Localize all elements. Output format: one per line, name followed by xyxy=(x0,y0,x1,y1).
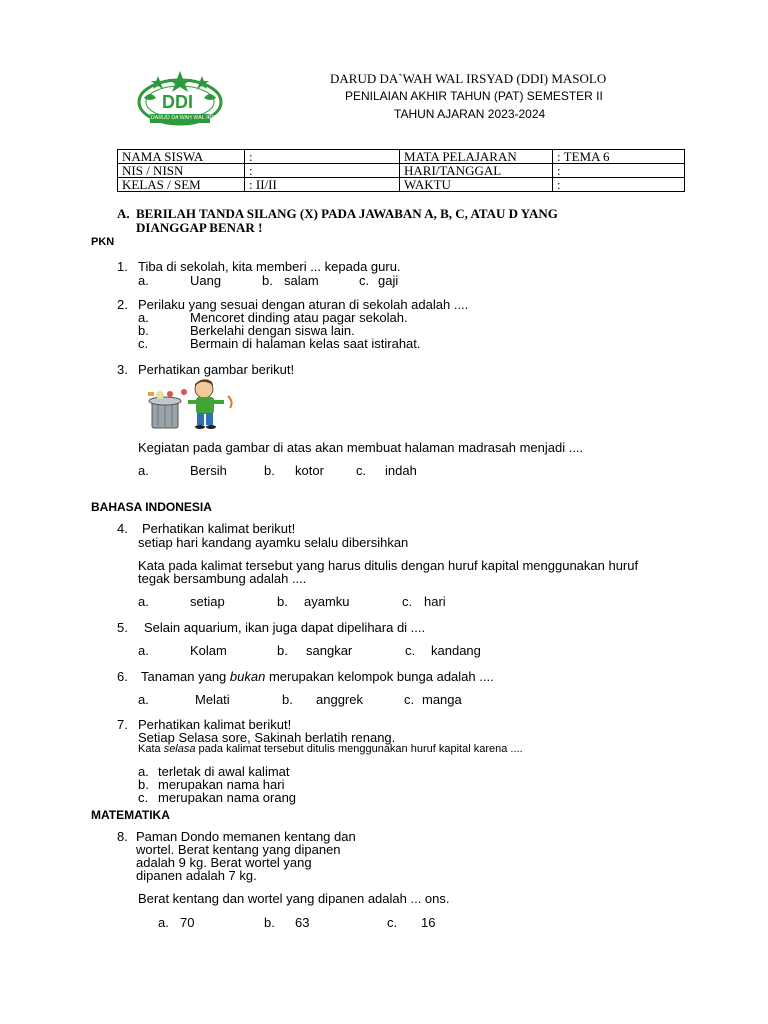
q7-prompt-post: pada kalimat tersebut ditulis menggunakan huruf kapital karena .... xyxy=(195,743,523,755)
q8-prompt: Berat kentang dan wortel yang dipanen adalah ... ons. xyxy=(138,891,450,906)
q8-line-4: dipanen adalah 7 kg. xyxy=(136,868,257,883)
q6-option-b-label: b. xyxy=(282,692,293,707)
q7-prompt xyxy=(138,744,523,755)
section-bahasa-indonesia: BAHASA INDONESIA xyxy=(91,500,212,514)
q8-line-1: Paman Dondo memanen kentang dan xyxy=(136,829,356,844)
q8-option-c-label: c. xyxy=(387,915,398,930)
instruction-line-2: DIANGGAP BENAR ! xyxy=(136,220,263,235)
q4-number: 4. xyxy=(117,521,128,536)
q7-text: Perhatikan kalimat berikut! xyxy=(138,717,292,732)
q7-option-c: merupakan nama orang xyxy=(158,790,297,805)
q7-option-c-label: c. xyxy=(138,790,149,805)
q3-option-a-label: a. xyxy=(138,463,149,478)
q7-option-b-label: b. xyxy=(138,777,149,792)
logo-ring-text: DARUD DA'WAH WAL IRSYAD xyxy=(151,115,226,121)
q4-option-b-label: b. xyxy=(277,594,288,609)
q8-line-2: wortel. Berat kentang yang dipanen xyxy=(136,842,341,857)
table-cell: : TEMA 6 xyxy=(553,150,685,164)
q5-option-a-label: a. xyxy=(138,643,149,658)
q4-prompt-line-2: tegak bersambung adalah .... xyxy=(138,571,307,586)
table-cell: NIS / NISN xyxy=(118,164,245,178)
q4-option-c: hari xyxy=(424,594,446,609)
table-row xyxy=(118,178,685,192)
table-cell: MATA PELAJARAN xyxy=(400,150,553,164)
section-matematika: MATEMATIKA xyxy=(91,808,170,822)
q4-option-a: setiap xyxy=(190,594,225,609)
table-cell: WAKTU xyxy=(400,178,553,192)
q7-quote: Setiap Selasa sore, Sakinah berlatih renang. xyxy=(138,730,396,745)
boy-littering-illustration xyxy=(140,378,248,430)
q2-option-c-label: c. xyxy=(138,336,149,351)
q6-option-a-label: a. xyxy=(138,692,149,707)
q5-number: 5. xyxy=(117,620,128,635)
q2-option-b-label: b. xyxy=(138,323,149,338)
q1-option-a: Uang xyxy=(190,273,222,288)
q6-option-b: anggrek xyxy=(316,692,363,707)
logo-main-text: DDI xyxy=(162,92,193,112)
ddi-logo xyxy=(136,68,224,130)
q3-option-c-label: c. xyxy=(356,463,367,478)
q1-option-b-label: b. xyxy=(262,273,273,288)
q7-option-b: merupakan nama hari xyxy=(158,777,285,792)
q7-prompt-pre: Kata xyxy=(138,743,164,755)
q2-option-a: Mencoret dinding atau pagar sekolah. xyxy=(190,310,408,325)
q6-number: 6. xyxy=(117,669,128,684)
q6-text-pre: Tanaman yang xyxy=(141,669,230,684)
table-cell: : II/II xyxy=(245,178,400,192)
q8-option-a: 70 xyxy=(180,915,195,930)
q6-option-c-label: c. xyxy=(404,692,415,707)
q1-option-c-label: c. xyxy=(359,273,370,288)
q1-text: Tiba di sekolah, kita memberi ... kepada guru. xyxy=(138,259,401,274)
table-cell: : xyxy=(245,164,400,178)
q7-number: 7. xyxy=(117,717,128,732)
q4-quote: setiap hari kandang ayamku selalu dibersihkan xyxy=(138,535,409,550)
table-cell: NAMA SISWA xyxy=(118,150,245,164)
instruction-line-1: BERILAH TANDA SILANG (X) PADA JAWABAN A, B, C, ATAU D YANG xyxy=(136,206,558,221)
academic-year: TAHUN AJARAN 2023-2024 xyxy=(394,107,546,121)
q4-option-a-label: a. xyxy=(138,594,149,609)
q4-prompt-line-1: Kata pada kalimat tersebut yang harus ditulis dengan huruf kapital menggunakan huruf xyxy=(138,558,639,573)
q8-number: 8. xyxy=(117,829,128,844)
q8-option-b-label: b. xyxy=(264,915,275,930)
q6-text-emphasis: bukan xyxy=(229,669,266,684)
q1-number: 1. xyxy=(117,259,128,274)
q3-option-b-label: b. xyxy=(264,463,275,478)
q3-prompt: Kegiatan pada gambar di atas akan membuat halaman madrasah menjadi .... xyxy=(138,440,584,455)
q5-option-c-label: c. xyxy=(405,643,416,658)
q3-option-b: kotor xyxy=(295,463,324,478)
q7-prompt-emphasis: selasa xyxy=(163,743,196,755)
q4-text: Perhatikan kalimat berikut! xyxy=(142,521,296,536)
q4-option-c-label: c. xyxy=(402,594,413,609)
q5-text: Selain aquarium, ikan juga dapat dipelihara di .... xyxy=(144,620,426,635)
q6-option-a: Melati xyxy=(195,692,230,707)
q7-option-a: terletak di awal kalimat xyxy=(158,764,290,779)
table-cell: : xyxy=(553,164,685,178)
student-info-table xyxy=(117,149,685,192)
q2-number: 2. xyxy=(117,297,128,312)
q2-text: Perilaku yang sesuai dengan aturan di sekolah adalah .... xyxy=(138,297,469,312)
q3-option-a: Bersih xyxy=(190,463,227,478)
q5-option-a: Kolam xyxy=(190,643,227,658)
q1-option-a-label: a. xyxy=(138,273,149,288)
q6-option-c: manga xyxy=(422,692,462,707)
q3-option-c: indah xyxy=(385,463,417,478)
q3-number: 3. xyxy=(117,362,128,377)
q4-option-b: ayamku xyxy=(304,594,350,609)
q5-option-c: kandang xyxy=(431,643,481,658)
table-cell: HARI/TANGGAL xyxy=(400,164,553,178)
table-cell: : xyxy=(245,150,400,164)
q2-option-b: Berkelahi dengan siswa lain. xyxy=(190,323,355,338)
q8-option-b: 63 xyxy=(295,915,310,930)
q6-text-post: merupakan kelompok bunga adalah .... xyxy=(265,669,494,684)
q1-option-c: gaji xyxy=(378,273,399,288)
q6-text xyxy=(141,670,494,683)
table-row xyxy=(118,150,685,164)
instruction-letter: A. xyxy=(117,206,130,221)
q3-text: Perhatikan gambar berikut! xyxy=(138,362,295,377)
q5-option-b-label: b. xyxy=(277,643,288,658)
school-name: DARUD DA`WAH WAL IRSYAD (DDI) MASOLO xyxy=(330,71,607,86)
q1-option-b: salam xyxy=(284,273,319,288)
q5-option-b: sangkar xyxy=(306,643,353,658)
table-row xyxy=(118,164,685,178)
table-cell: : xyxy=(553,178,685,192)
table-cell: KELAS / SEM xyxy=(118,178,245,192)
q8-option-a-label: a. xyxy=(158,915,169,930)
exam-title: PENILAIAN AKHIR TAHUN (PAT) SEMESTER II xyxy=(345,89,603,103)
q2-option-a-label: a. xyxy=(138,310,149,325)
q8-option-c: 16 xyxy=(421,915,436,930)
q7-option-a-label: a. xyxy=(138,764,149,779)
q8-line-3: adalah 9 kg. Berat wortel yang xyxy=(136,855,312,870)
q2-option-c: Bermain di halaman kelas saat istirahat. xyxy=(190,336,421,351)
section-pkn: PKN xyxy=(91,236,115,248)
